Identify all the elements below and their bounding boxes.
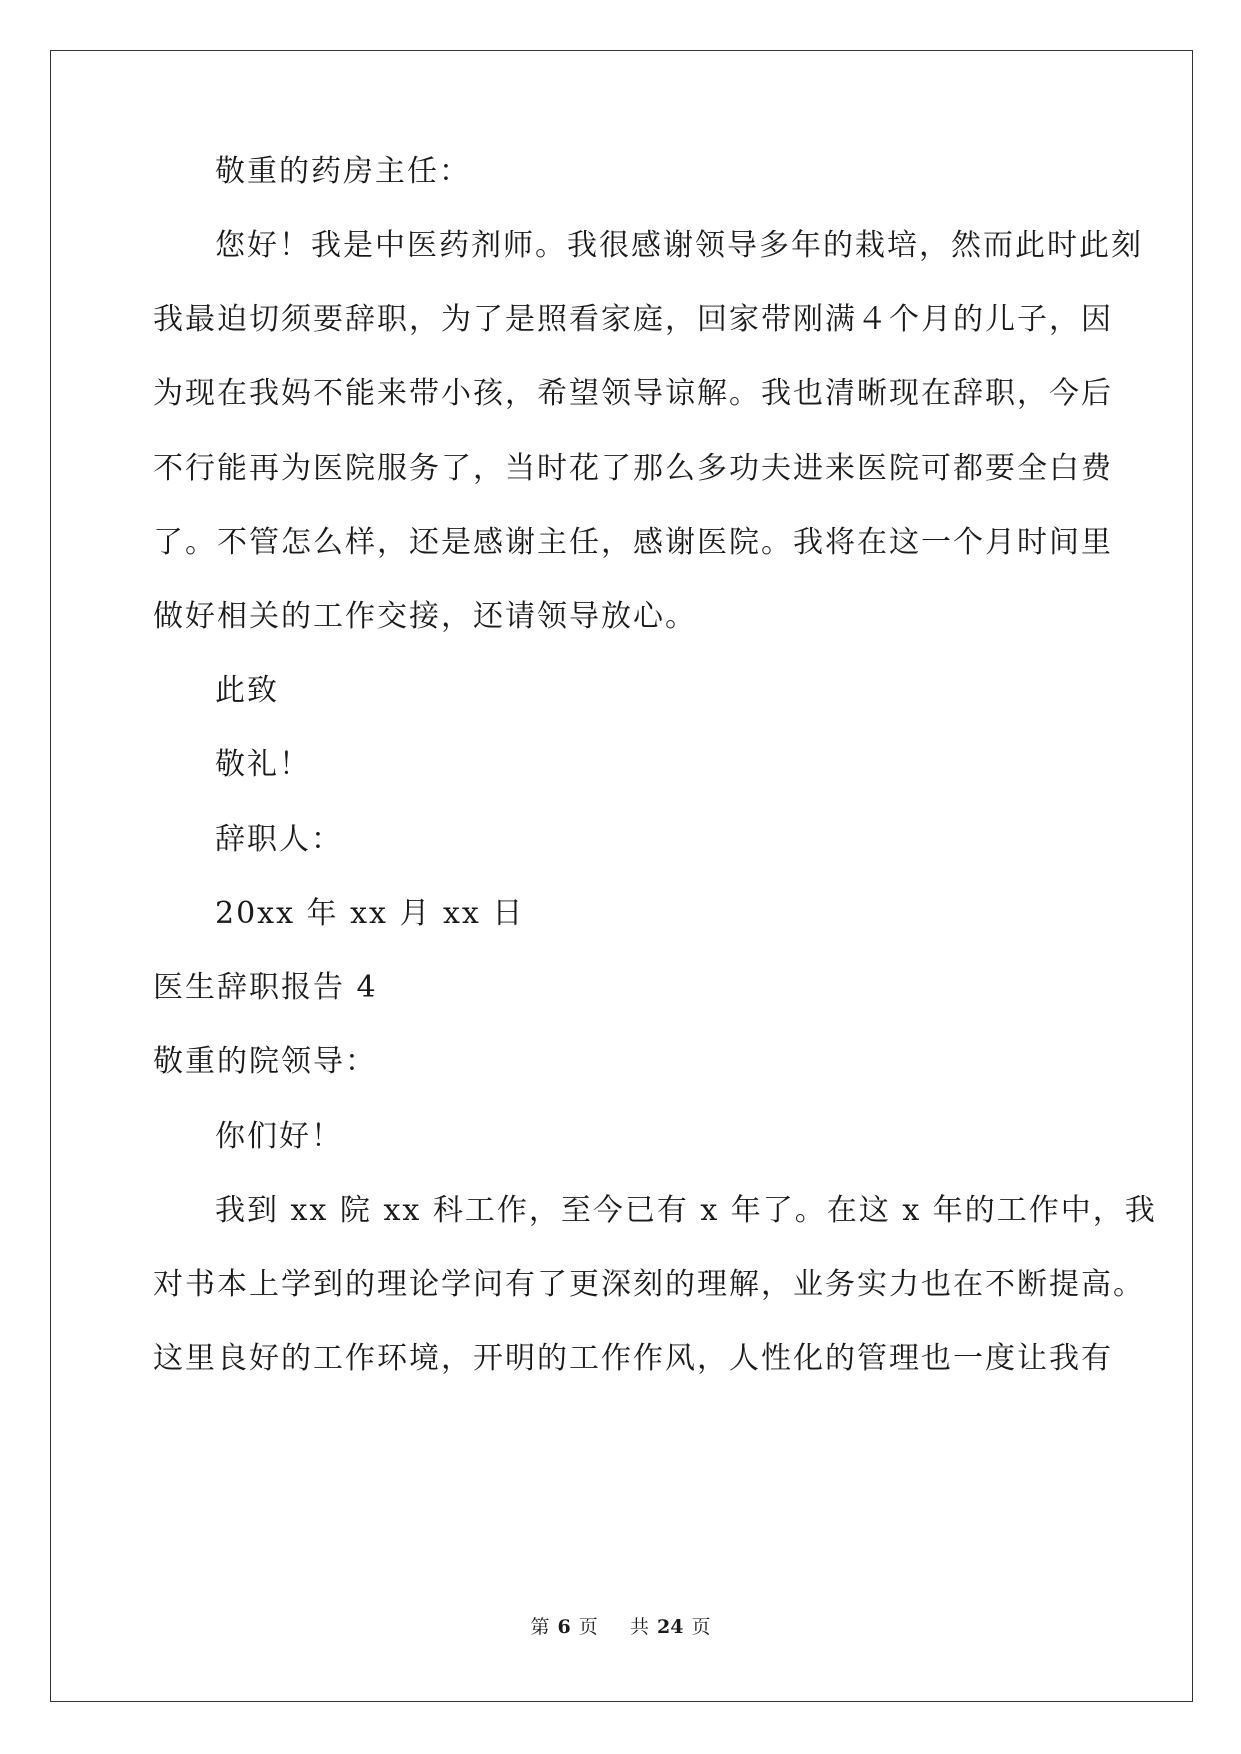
footer-page-suffix: 页 (578, 1616, 598, 1638)
body-line: 了。不管怎么样，还是感谢主任，感谢医院。我将在这一个月时间里 (153, 525, 1113, 560)
footer-page-number: 6 (557, 1616, 571, 1638)
body-line: 您好！我是中医药剂师。我很感谢领导多年的栽培，然而此时此刻 (215, 228, 1143, 263)
body-line: 为现在我妈不能来带小孩，希望领导谅解。我也清晰现在辞职，今后 (153, 376, 1113, 411)
body-line: 我到 xx 院 xx 科工作，至今已有 x 年了。在这 x 年的工作中，我 (215, 1193, 1157, 1228)
greeting-line: 你们好！ (215, 1119, 343, 1154)
page-border (50, 50, 1193, 1702)
section-heading: 医生辞职报告 4 (153, 970, 378, 1005)
body-line: 不行能再为医院服务了，当时花了那么多功夫进来医院可都要全白费 (153, 451, 1113, 486)
body-line: 对书本上学到的理论学问有了更深刻的理解，业务实力也在不断提高。 (153, 1267, 1145, 1302)
closing-line: 敬礼！ (215, 747, 311, 782)
footer-prefix: 第 (530, 1616, 550, 1638)
footer-total-prefix: 共 (629, 1616, 649, 1638)
page-footer (0, 1615, 1241, 1639)
closing-line: 此致 (215, 673, 279, 708)
salutation-line: 敬重的药房主任： (215, 154, 471, 189)
body-line: 做好相关的工作交接，还请领导放心。 (153, 599, 697, 634)
salutation-line: 敬重的院领导： (153, 1044, 377, 1079)
footer-total-pages: 24 (656, 1616, 684, 1638)
body-line: 这里良好的工作环境，开明的工作作风，人性化的管理也一度让我有 (153, 1341, 1113, 1376)
body-line: 我最迫切须要辞职，为了是照看家庭，回家带刚满４个月的儿子，因 (153, 302, 1113, 337)
footer-total-suffix: 页 (691, 1616, 711, 1638)
signature-line: 辞职人： (215, 822, 343, 857)
date-line: 20xx 年 xx 月 xx 日 (215, 896, 525, 931)
